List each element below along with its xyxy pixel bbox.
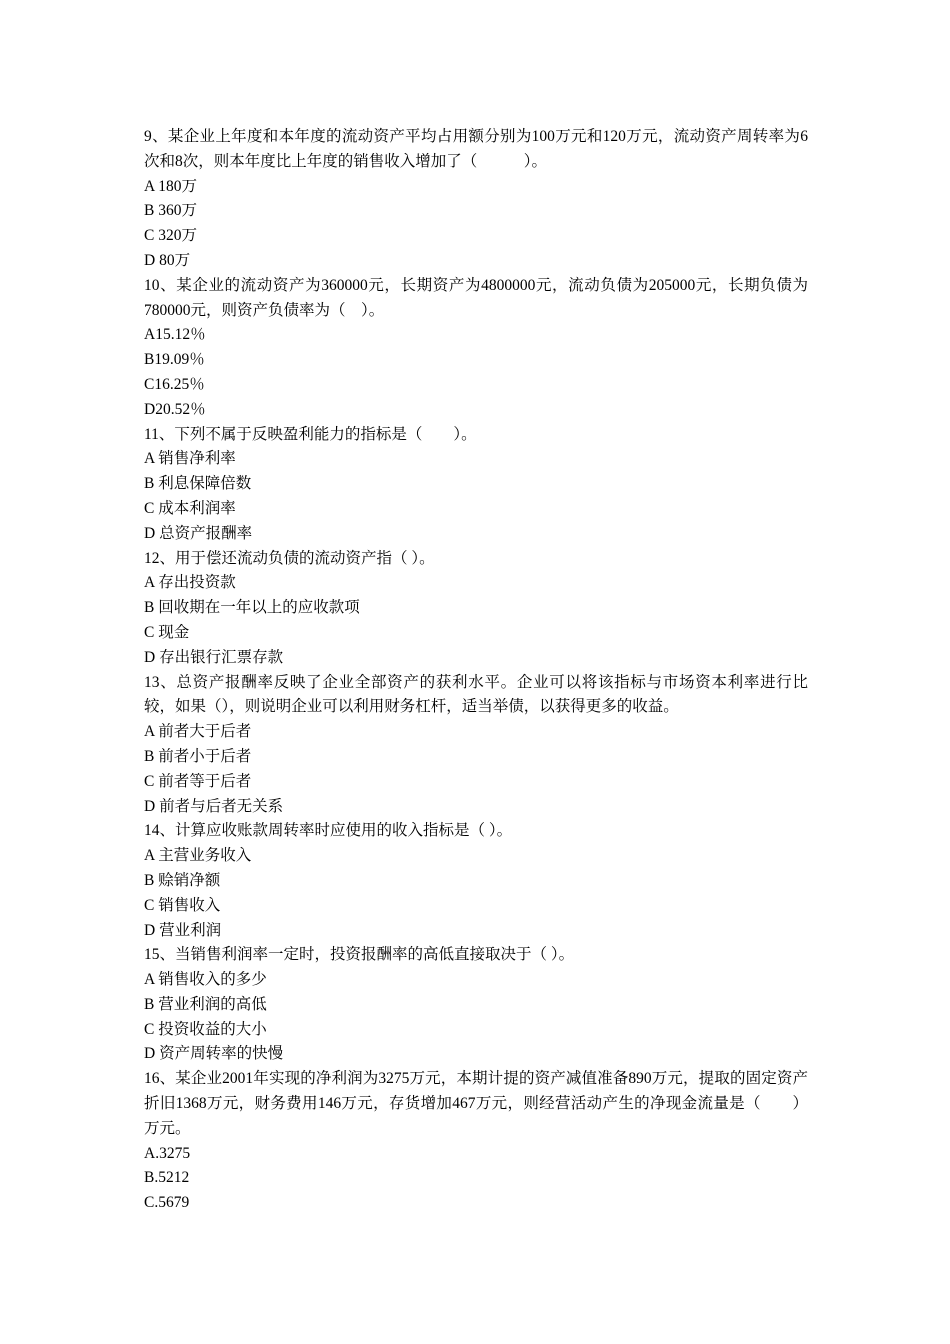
answer-option: B 营业利润的高低 [144,995,267,1013]
answer-option: D 资产周转率的快慢 [144,1045,284,1063]
question-text: 15、当销售利润率一定时，投资报酬率的高低直接取决于（ ）。 [144,946,575,964]
question-list [144,125,808,1216]
answer-option: A 主营业务收入 [144,847,252,865]
answer-option: C 销售收入 [144,896,221,914]
question-block [144,819,808,943]
answer-option: D20.52％ [144,400,206,418]
question-text: 10、某企业的流动资产为360000元，长期资产为4800000元，流动负债为205000元，长期负债为780000元，则资产负债率为（ ）。 [144,276,808,319]
answer-option: A.3275 [144,1144,191,1162]
answer-option: B 360万 [144,202,197,220]
question-block [144,274,808,423]
question-text: 13、总资产报酬率反映了企业全部资产的获利水平。企业可以将该指标与市场资本利率进行比较，如果（），则说明企业可以利用财务杠杆，适当举债，以获得更多的收益。 [144,673,808,716]
answer-option: B 回收期在一年以上的应收款项 [144,599,360,617]
question-block [144,547,808,671]
answer-option: D 80万 [144,251,191,269]
question-block [144,423,808,547]
answer-option: A15.12％ [144,326,206,344]
answer-option: B 利息保障倍数 [144,475,252,493]
question-block [144,125,808,274]
answer-option: C16.25％ [144,375,205,393]
answer-option: C 现金 [144,623,190,641]
answer-option: D 存出银行汇票存款 [144,648,284,666]
question-text: 11、下列不属于反映盈利能力的指标是（ ）。 [144,425,477,443]
answer-option: C 320万 [144,227,197,245]
question-text: 16、某企业2001年实现的净利润为3275万元，本期计提的资产减值准备890万元，提取的固定资产折旧1368万元，财务费用146万元，存货增加467万元，则经营活动产生的净现金流量是（ ）万元。 [144,1070,808,1137]
answer-option: B.5212 [144,1169,190,1187]
answer-option: C 前者等于后者 [144,772,252,790]
answer-option: D 前者与后者无关系 [144,797,284,815]
question-text: 12、用于偿还流动负债的流动资产指（ ）。 [144,549,435,567]
answer-option: D 总资产报酬率 [144,524,253,542]
answer-option: B19.09％ [144,351,205,369]
answer-option: C 投资收益的大小 [144,1020,267,1038]
answer-option: C.5679 [144,1194,190,1212]
question-text: 14、计算应收账款周转率时应使用的收入指标是（ ）。 [144,822,513,840]
answer-option: D 营业利润 [144,921,222,939]
answer-option: A 180万 [144,177,197,195]
answer-option: C 成本利润率 [144,499,236,517]
question-block [144,1067,808,1216]
answer-option: B 赊销净额 [144,871,221,889]
answer-option: A 销售净利率 [144,450,236,468]
answer-option: A 前者大于后者 [144,723,252,741]
question-text: 9、某企业上年度和本年度的流动资产平均占用额分别为100万元和120万元，流动资产周转率为6次和8次，则本年度比上年度的销售收入增加了（ ）。 [144,128,808,170]
answer-option: B 前者小于后者 [144,747,252,765]
question-block [144,671,808,820]
question-block [144,943,808,1067]
answer-option: A 存出投资款 [144,574,236,592]
answer-option: A 销售收入的多少 [144,971,267,989]
